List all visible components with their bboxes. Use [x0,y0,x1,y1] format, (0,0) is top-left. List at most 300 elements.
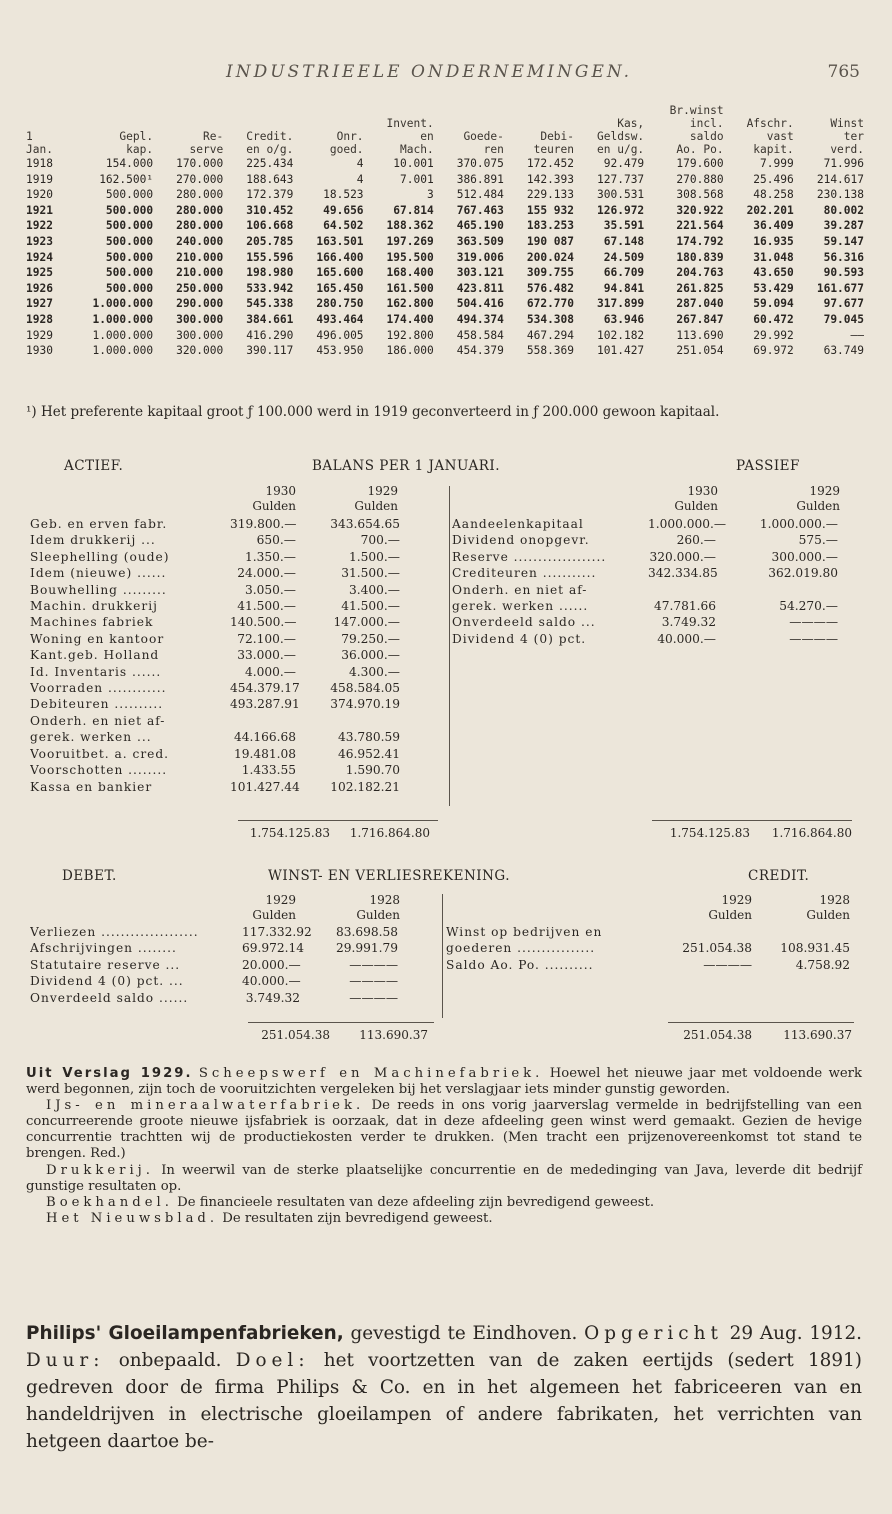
table-cell: 672.770 [526,297,575,311]
stats-header-cell: Ao. Po. [676,143,724,156]
table-row [24,203,866,219]
item-label: Idem drukkerij ... [30,533,156,548]
list-item [30,598,400,614]
item-label: Saldo Ao. Po. .......... [446,957,594,972]
item-label: Crediteuren ........... [452,566,597,581]
table-cell: 106.668 [246,219,294,233]
table-row [24,156,866,172]
table-cell: 390.117 [246,344,294,358]
table-cell: 195.500 [386,250,434,264]
table-row [24,218,866,234]
item-value: 1.500.— [349,549,400,564]
stats-header-cell: incl. [689,117,724,130]
table-cell: 1920 [26,188,53,202]
table-cell: 63.946 [603,312,645,326]
item-value: 650.— [256,533,296,548]
table-cell: 170.000 [176,157,224,170]
winst-credit-total-1928: 113.690.37 [783,1028,852,1042]
item-label: Onderh. en niet af- [452,582,588,597]
table-cell: 230.138 [816,188,864,202]
stats-header-cell [506,104,576,117]
item-value: 3.050.— [245,582,296,597]
table-cell: 3 [426,188,434,202]
table-cell: 154.000 [105,157,154,170]
item-label: Dividend 4 (0) pct. ... [30,974,184,989]
verslag-p5: Het Nieuwsblad. De resultaten zijn bevredigend geweest. [46,1210,493,1226]
table-cell: 303.121 [456,266,504,280]
credit-list [446,924,850,973]
verslag-p3: Drukkerij. In weerwil van de sterke plaatselijke concurrentie en de mededinging van Java, leverde dit bedrijf gunstige resultaten op. [26,1162,862,1194]
table-cell: 94.841 [603,281,645,295]
item-label: Machines fabriek [30,615,154,630]
list-item [30,680,400,696]
balans-total-rule-right [652,820,852,821]
stats-header-row [24,104,866,117]
winst-credit-year-1928: 1928 Gulden [806,893,850,922]
table-row [24,265,866,281]
table-cell: 179.600 [676,157,724,170]
table-cell: 56.316 [823,250,864,264]
verslag-text [26,1066,862,1227]
table-cell: 155 932 [526,203,575,217]
item-value: 147.000.— [333,615,400,630]
item-value: 108.931.45 [780,941,850,956]
item-value [716,582,838,598]
table-cell: 465.190 [456,219,504,233]
table-cell: 205.785 [246,234,294,248]
table-cell: 165.450 [316,281,364,295]
table-cell: 161.677 [816,281,864,295]
item-value: 79.250.— [341,631,400,646]
table-cell: —— [850,328,864,342]
item-label: Aandeelenkapitaal [452,517,584,531]
item-value: 41.500.— [341,599,400,614]
item-value: ———— [349,957,398,972]
table-cell: 458.584 [456,328,504,342]
verslag-p2: IJs- en mineraalwaterfabriek. De reeds in ons vorig jaarverslag vermelde in bedrijfstelling van een concurreerende groote nieuwe ijsfabriek is oorzaak, dat in deze afdeeling geen winst werd gemaakt. Gezien de hevige concurrentie trachtten wij de productiekosten verder te drukken. (Men tracht een prijzenovereenkomst tot stand te brengen. Red.) [26,1098,862,1162]
stats-header-cell [506,117,576,130]
stats-header-cell [436,104,506,117]
item-value: 117.332.92 [242,925,312,939]
list-item [30,582,400,598]
item-value: 700.— [360,533,400,548]
item-value: 1.000.000.— [648,517,727,531]
table-cell: 197.269 [386,234,434,248]
table-cell: 214.617 [816,172,864,186]
table-cell: 16.935 [753,234,794,248]
table-cell: 280.000 [176,188,224,202]
table-cell: 43.650 [753,266,794,280]
winst-year-1928: 1928 Gulden [356,893,400,922]
item-value: 44.166.68 [233,730,296,745]
table-cell: 287.040 [676,297,724,311]
table-cell: 161.500 [386,281,434,295]
item-label: goederen ................ [446,941,596,956]
list-item [30,973,398,989]
stats-header-cell [726,104,796,117]
table-cell: 97.677 [823,297,864,311]
table-cell: 534.308 [526,312,575,326]
item-value: ———— [789,631,838,646]
table-cell: 10.001 [393,157,434,170]
table-row [24,281,866,297]
item-label: Debiteuren .......... [30,697,164,712]
item-value: 47.781.66 [653,599,716,614]
table-cell: 221.564 [676,219,724,233]
table-cell: 183.253 [526,219,575,233]
stats-header-cell: Gepl. [119,130,154,143]
item-label: Woning en kantoor [30,631,165,646]
list-item [452,565,838,581]
table-cell: 493.464 [316,312,364,326]
table-cell: 66.709 [603,266,645,280]
table-cell: 198.980 [246,266,294,280]
item-label: Voorraden ............ [30,681,167,696]
stats-header-cell: en u/g. [597,143,645,156]
table-cell: 59.147 [823,234,864,248]
list-item [30,762,400,778]
stats-header-cell: serve [189,143,224,156]
table-cell: 423.811 [456,281,504,295]
table-cell: 454.379 [456,344,504,358]
stats-header-cell: Onr. [336,130,364,143]
table-cell: 202.201 [746,203,794,217]
item-label: Statutaire reserve ... [30,957,181,972]
stats-header-cell: saldo [689,130,724,143]
item-value: 362.019.80 [768,566,838,581]
item-label: Onderh. en niet af- [30,713,166,728]
stats-header-cell: goed. [329,143,364,156]
item-value: ———— [349,990,398,1005]
table-cell: 1926 [26,281,53,295]
balans-year-1929: 1929 Gulden [354,484,398,513]
balans-total-1930: 1.754.125.83 [249,826,330,840]
table-cell: 290.000 [176,297,224,311]
list-item [30,647,400,663]
table-cell: 280.000 [176,203,224,217]
stats-header-cell [295,117,365,130]
passief-list [452,516,838,647]
table-cell: 200.024 [526,250,575,264]
winst-total-rule-left [248,1022,434,1023]
table-cell: 270.880 [676,172,724,186]
table-cell: 165.600 [316,266,364,280]
table-row [24,172,866,188]
table-cell: 453.950 [316,344,364,358]
list-item [446,924,850,940]
stats-header-cell [66,104,155,117]
table-cell: 190 087 [526,234,575,248]
table-cell: 7.001 [400,172,434,186]
stats-header-cell: Kas, [617,117,645,130]
item-label: Winst op bedrijven en [446,925,603,939]
table-cell: 1921 [26,203,53,217]
item-label: Onverdeeld saldo ... [452,615,596,630]
list-item [452,516,838,532]
item-value: 319.800.— [230,517,297,531]
table-cell: 533.942 [246,281,294,295]
item-value: 374.970.19 [330,697,400,712]
verslag-p4: Boekhandel. De financieele resultaten van deze afdeeling zijn bevredigend geweest. [46,1194,655,1210]
table-row [24,296,866,312]
table-cell: 512.484 [456,188,504,202]
table-cell: 186.000 [386,344,434,358]
table-cell: 494.374 [456,312,504,326]
item-value: 493.287.91 [230,697,300,712]
item-value: 3.400.— [349,582,400,597]
table-cell: 1929 [26,328,53,342]
item-label: Verliezen .................... [30,925,199,939]
table-cell: 308.568 [676,188,724,202]
stats-header-cell [796,104,866,117]
list-item [30,990,398,1006]
table-cell: 1924 [26,250,53,264]
table-cell: 300.000 [176,328,224,342]
winst-year-1929: 1929 Gulden [252,893,296,922]
table-cell: 500.000 [105,219,154,233]
stats-header-cell: Re- [203,130,224,143]
stats-header-cell [155,117,225,130]
philips-entry: Philips' Gloeilampenfabrieken, gevestigd te Eindhoven. Opgericht 29 Aug. 1912. Duur: onbepaald. Doel: het voortzetten van de zaken eertijds (sedert 1891) gedreven door de firma Philips & Co. en in het algemeen het fabriceeren van en handeldrijven in electrische gloeilampen of andere fabrikaten, het verrichten van hetgeen daartoe be- [26,1323,862,1452]
table-cell: 310.452 [246,203,294,217]
table-row [24,343,866,359]
balans-passief-year-1930: 1930 Gulden [674,484,718,513]
table-cell: 500.000 [105,250,154,264]
company-name: Philips' Gloeilampenfabrieken, [26,1323,344,1344]
stats-header-row [24,143,866,156]
item-value: 24.000.— [237,566,296,581]
table-cell: 210.000 [176,266,224,280]
item-value: 1.350.— [245,549,296,564]
table-cell: 71.996 [823,157,864,170]
table-cell: 18.523 [323,188,364,202]
table-cell: 102.182 [597,328,645,342]
table-cell: 1919 [26,172,53,186]
table-cell: 126.972 [597,203,645,217]
stats-header-cell [66,117,155,130]
table-cell: 309.755 [526,266,575,280]
table-cell: 69.972 [753,344,794,358]
table-cell: 1.000.000 [92,312,154,326]
balans-passief-year-1929: 1929 Gulden [796,484,840,513]
table-cell: 80.002 [823,203,864,217]
list-item [452,631,838,647]
table-cell: 576.482 [526,281,575,295]
table-cell: 363.509 [456,234,504,248]
table-cell: 113.690 [676,328,724,342]
list-item [30,565,400,581]
list-item [30,532,400,548]
list-item [30,779,400,795]
stats-header-cell [436,117,506,130]
table-cell: 7.999 [760,157,794,170]
list-item [452,549,838,565]
item-value: ———— [789,615,838,630]
table-cell: 319.006 [456,250,504,264]
stats-header-cell: kap. [126,143,154,156]
item-label: Geb. en erven fabr. [30,517,168,531]
table-cell: 386.891 [456,172,504,186]
table-cell: 172.379 [246,188,294,202]
item-label: Machin. drukkerij [30,599,158,614]
table-cell: 416.290 [246,328,294,342]
stats-header-cell [24,104,66,117]
item-value: 19.481.08 [233,746,296,761]
table-cell: 4 [356,172,364,186]
item-label: Onverdeeld saldo ...... [30,990,189,1005]
table-cell: 1.000.000 [92,297,154,311]
stats-header-cell: vast [766,130,794,143]
winst-title: WINST- EN VERLIESREKENING. [268,868,511,884]
table-cell: 25.496 [753,172,794,186]
table-row [24,187,866,203]
table-cell: 60.472 [753,312,794,326]
stats-header-cell: 1 [26,130,33,143]
table-cell: 1918 [26,157,53,170]
table-cell: 467.294 [526,328,575,342]
table-cell: 188.362 [386,219,434,233]
table-cell: 53.429 [753,281,794,295]
list-item [30,924,398,940]
table-cell: 155.596 [246,250,294,264]
table-cell: 280.000 [176,219,224,233]
stats-header-cell [576,104,646,117]
table-cell: 500.000 [105,266,154,280]
page-number: 765 [827,62,860,82]
item-label: Idem (nieuwe) ...... [30,566,167,581]
item-label: Dividend 4 (0) pct. [452,631,587,646]
stats-header-cell: Jan. [26,143,53,156]
list-item [30,940,398,956]
table-cell: 500.000 [105,234,154,248]
table-cell: 767.463 [456,203,504,217]
item-label: Kant.geb. Holland [30,648,160,663]
table-cell: 1.000.000 [92,328,154,342]
item-label: Vooruitbet. a. cred. [30,746,170,761]
table-cell: 204.763 [676,266,724,280]
item-value: 1.590.70 [345,763,400,778]
table-cell: 192.800 [386,328,434,342]
item-value [648,582,716,598]
stats-header-cell [155,104,225,117]
stats-header-cell: verd. [830,143,864,156]
item-value: 31.500.— [341,566,400,581]
item-label: gerek. werken ...... [452,599,589,614]
list-item [30,549,400,565]
item-value: 41.500.— [237,599,296,614]
table-cell: 63.749 [823,344,864,358]
balans-passief-total-1929: 1.716.864.80 [771,826,852,840]
table-cell: 31.048 [753,250,794,264]
item-value: ———— [349,974,398,989]
table-cell: 1922 [26,219,53,233]
balans-title: BALANS PER 1 JANUARI. [312,458,500,474]
list-item [30,746,400,762]
stats-header-cell [295,104,365,117]
table-cell: 67.814 [393,203,434,217]
page-title: INDUSTRIEELE ONDERNEMINGEN. [226,62,633,82]
table-cell: 251.054 [676,344,724,358]
statistics-table [24,104,866,359]
item-value: ———— [703,957,752,972]
table-cell: 180.839 [676,250,724,264]
stats-header-cell: teuren [533,143,575,156]
item-value: 40.000.— [242,974,301,989]
table-cell: 142.393 [526,172,575,186]
verslag-p1: Uit Verslag 1929. Scheepswerf en Machinefabriek. Hoewel het nieuwe jaar met voldoende werk werd begonnen, zijn toch de vooruitzichten vergeleken bij het verslagjaar iets minder gunstig geworden. [26,1066,862,1098]
item-value: 1.000.000.— [759,517,838,531]
table-cell: 48.258 [753,188,794,202]
table-cell: 166.400 [316,250,364,264]
item-value [230,713,296,729]
item-label: Afschrijvingen ........ [30,941,177,956]
table-cell: 174.400 [386,312,434,326]
table-cell: 1928 [26,312,53,326]
table-cell: 320.000 [176,344,224,358]
balans-right-title: PASSIEF [736,458,800,474]
item-value: 320.000.— [649,549,716,564]
item-value: 101.427.44 [230,779,300,794]
item-value: 29.991.79 [335,941,398,956]
balans-left-title: ACTIEF. [64,458,124,474]
item-value: 40.000.— [657,631,716,646]
table-cell: 24.509 [603,250,645,264]
item-value [752,924,850,940]
table-cell: 162.500¹ [99,172,154,186]
winst-right-title: CREDIT. [748,868,810,884]
item-value: 54.270.— [779,599,838,614]
table-cell: 1927 [26,297,53,311]
table-cell: 370.075 [456,157,504,170]
table-cell: 90.593 [823,266,864,280]
item-value: 454.379.17 [230,681,300,696]
table-cell: 225.434 [246,157,294,170]
item-label: Reserve ................... [452,549,607,564]
item-value: 3.749.32 [245,990,300,1005]
stats-header-cell [225,104,295,117]
table-cell: 1930 [26,344,53,358]
table-cell: 172.452 [526,157,575,170]
winst-total-rule-right [668,1022,854,1023]
stats-header-cell: Goede- [463,130,504,143]
table-cell: 280.750 [316,297,364,311]
list-item [452,598,838,614]
table-cell: 320.922 [676,203,724,217]
list-item [452,532,838,548]
list-item [452,582,838,598]
item-value: 260.— [676,533,716,548]
table-cell: 64.502 [323,219,364,233]
table-cell: 188.643 [246,172,294,186]
page-header [0,62,892,86]
balans-passief-total-1930: 1.754.125.83 [669,826,750,840]
table-cell: 101.427 [597,344,645,358]
item-label: Kassa en bankier [30,779,153,794]
table-cell: 4 [356,157,364,170]
item-value: 251.054.38 [682,941,752,956]
table-cell: 1.000.000 [92,344,154,358]
table-row [24,312,866,328]
list-item [446,940,850,956]
item-value: 4.300.— [349,664,400,679]
table-cell: 504.416 [456,297,504,311]
table-cell: 162.800 [386,297,434,311]
item-label: Bouwhelling ......... [30,582,167,597]
item-value: 4.758.92 [795,957,850,972]
list-item [452,614,838,630]
item-label: Id. Inventaris ...... [30,664,162,679]
item-label: Sleephelling (oude) [30,549,170,564]
